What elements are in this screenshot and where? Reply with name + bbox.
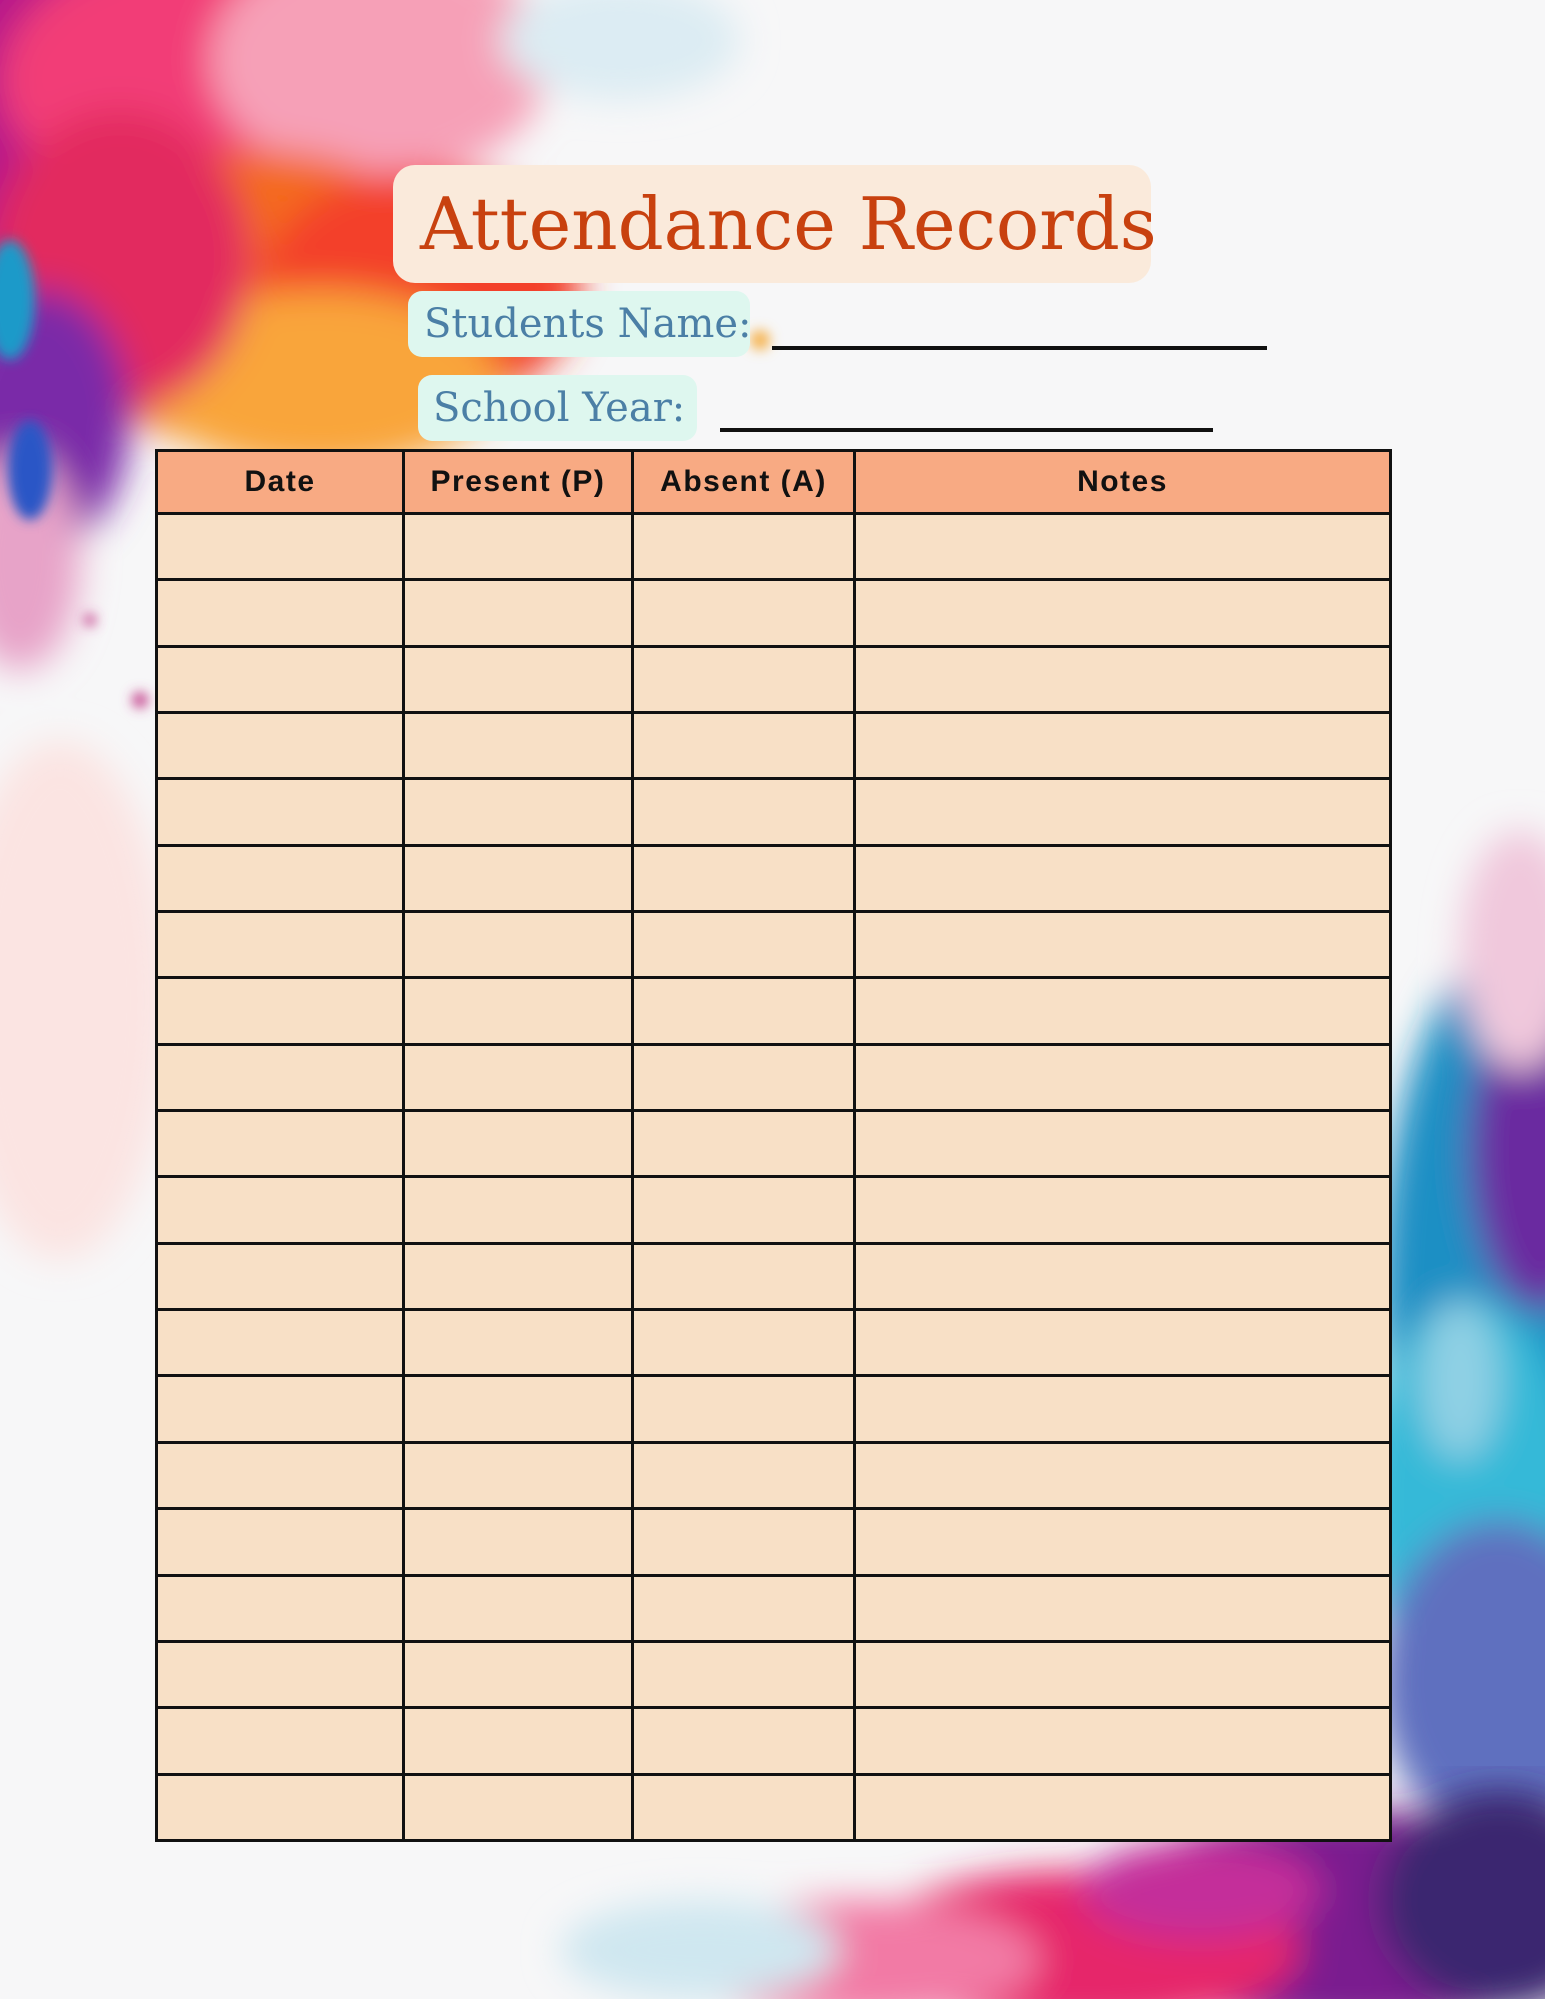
notes-cell[interactable] [855,912,1391,978]
table-row [157,1774,1391,1840]
absent-cell[interactable] [633,912,855,978]
notes-cell[interactable] [855,1442,1391,1508]
notes-cell[interactable] [855,1774,1391,1840]
notes-cell[interactable] [855,1177,1391,1243]
table-row [157,646,1391,712]
present-cell[interactable] [404,1575,633,1641]
date-cell[interactable] [157,514,404,580]
date-cell[interactable] [157,1575,404,1641]
present-cell[interactable] [404,1509,633,1575]
table-row [157,845,1391,911]
table-body [157,514,1391,1841]
date-cell[interactable] [157,1774,404,1840]
school-year-label: School Year: [433,385,686,431]
present-cell[interactable] [404,1774,633,1840]
date-cell[interactable] [157,1310,404,1376]
table-row [157,1641,1391,1707]
present-cell[interactable] [404,1310,633,1376]
present-cell[interactable] [404,1177,633,1243]
present-cell[interactable] [404,779,633,845]
date-cell[interactable] [157,845,404,911]
present-cell[interactable] [404,1641,633,1707]
present-cell[interactable] [404,978,633,1044]
notes-cell[interactable] [855,1575,1391,1641]
absent-cell[interactable] [633,845,855,911]
table-row [157,978,1391,1044]
date-cell[interactable] [157,978,404,1044]
date-cell[interactable] [157,1641,404,1707]
notes-cell[interactable] [855,646,1391,712]
present-cell[interactable] [404,646,633,712]
present-cell[interactable] [404,1044,633,1110]
present-cell[interactable] [404,1708,633,1774]
table-row [157,1243,1391,1309]
table-row [157,912,1391,978]
column-header-notes: Notes [855,451,1391,514]
date-cell[interactable] [157,779,404,845]
absent-cell[interactable] [633,1641,855,1707]
notes-cell[interactable] [855,1044,1391,1110]
absent-cell[interactable] [633,646,855,712]
notes-cell[interactable] [855,845,1391,911]
notes-cell[interactable] [855,1509,1391,1575]
page-title: Attendance Records [420,182,1157,266]
absent-cell[interactable] [633,713,855,779]
present-cell[interactable] [404,912,633,978]
absent-cell[interactable] [633,1509,855,1575]
student-name-label: Students Name: [424,301,752,347]
present-cell[interactable] [404,1442,633,1508]
table-row [157,779,1391,845]
table-row [157,1310,1391,1376]
date-cell[interactable] [157,1044,404,1110]
notes-cell[interactable] [855,779,1391,845]
notes-cell[interactable] [855,978,1391,1044]
absent-cell[interactable] [633,514,855,580]
table-row [157,713,1391,779]
notes-cell[interactable] [855,1376,1391,1442]
absent-cell[interactable] [633,1310,855,1376]
absent-cell[interactable] [633,1111,855,1177]
present-cell[interactable] [404,1243,633,1309]
absent-cell[interactable] [633,1376,855,1442]
present-cell[interactable] [404,580,633,646]
absent-cell[interactable] [633,1243,855,1309]
date-cell[interactable] [157,1509,404,1575]
present-cell[interactable] [404,845,633,911]
absent-cell[interactable] [633,1575,855,1641]
date-cell[interactable] [157,1111,404,1177]
column-header-date: Date [157,451,404,514]
absent-cell[interactable] [633,1177,855,1243]
present-cell[interactable] [404,713,633,779]
notes-cell[interactable] [855,1111,1391,1177]
notes-cell[interactable] [855,514,1391,580]
date-cell[interactable] [157,912,404,978]
table-row [157,1442,1391,1508]
attendance-table [155,449,1392,1842]
absent-cell[interactable] [633,779,855,845]
notes-cell[interactable] [855,1310,1391,1376]
date-cell[interactable] [157,1708,404,1774]
date-cell[interactable] [157,580,404,646]
student-name-line[interactable] [772,346,1267,350]
absent-cell[interactable] [633,1442,855,1508]
table-row [157,1111,1391,1177]
table-row [157,1044,1391,1110]
notes-cell[interactable] [855,713,1391,779]
absent-cell[interactable] [633,1708,855,1774]
date-cell[interactable] [157,646,404,712]
table-row [157,1376,1391,1442]
table-row [157,1708,1391,1774]
table-row [157,514,1391,580]
present-cell[interactable] [404,514,633,580]
absent-cell[interactable] [633,978,855,1044]
column-header-absent: Absent (A) [633,451,855,514]
table-row [157,1575,1391,1641]
table-header-row [157,451,1391,514]
absent-cell[interactable] [633,1044,855,1110]
date-cell[interactable] [157,713,404,779]
column-header-present: Present (P) [404,451,633,514]
present-cell[interactable] [404,1376,633,1442]
absent-cell[interactable] [633,1774,855,1840]
school-year-line[interactable] [720,428,1213,432]
present-cell[interactable] [404,1111,633,1177]
absent-cell[interactable] [633,580,855,646]
notes-cell[interactable] [855,1708,1391,1774]
table-row [157,1177,1391,1243]
table-row [157,580,1391,646]
date-cell[interactable] [157,1442,404,1508]
notes-cell[interactable] [855,1243,1391,1309]
notes-cell[interactable] [855,580,1391,646]
date-cell[interactable] [157,1376,404,1442]
table-row [157,1509,1391,1575]
date-cell[interactable] [157,1177,404,1243]
notes-cell[interactable] [855,1641,1391,1707]
date-cell[interactable] [157,1243,404,1309]
